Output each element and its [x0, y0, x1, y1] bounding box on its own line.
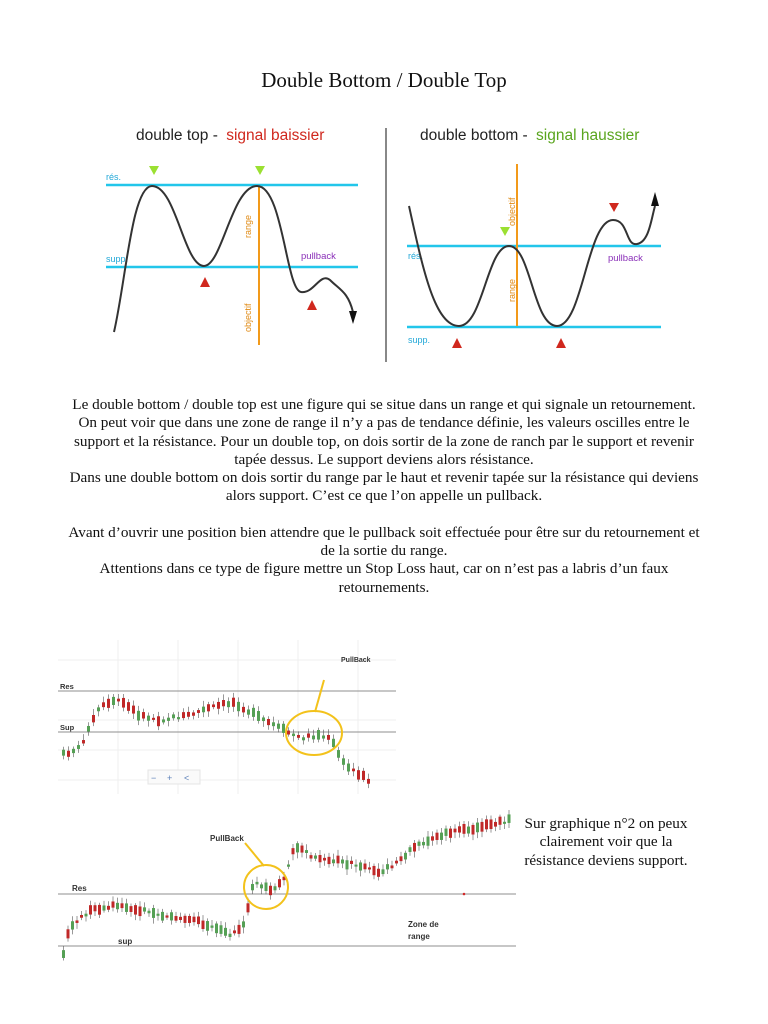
- candle: [71, 921, 74, 929]
- chart-1: [58, 640, 396, 794]
- candle: [503, 822, 506, 824]
- candle: [117, 699, 120, 702]
- candle: [269, 886, 272, 895]
- chart-2: [58, 810, 516, 967]
- candle: [277, 724, 280, 729]
- zone-label-line1: Zone de: [408, 920, 439, 929]
- candle: [472, 825, 475, 835]
- down-arrow-icon: [349, 311, 357, 324]
- candle: [247, 903, 250, 912]
- candle: [449, 829, 452, 838]
- candle: [327, 735, 330, 740]
- candle: [302, 737, 305, 740]
- sup-label: Sup: [60, 723, 75, 732]
- range-label: range: [507, 278, 517, 302]
- candle: [147, 716, 150, 721]
- diagram-signal-label: signal haussier: [536, 127, 640, 144]
- candle: [272, 722, 275, 726]
- candle: [440, 833, 443, 840]
- candle: [382, 869, 385, 874]
- candle: [346, 860, 349, 869]
- candle: [85, 914, 88, 917]
- candle: [362, 771, 365, 780]
- range-label: range: [243, 214, 253, 238]
- candle: [87, 726, 90, 732]
- zoom-in-button[interactable]: +: [167, 773, 173, 783]
- paragraph: Avant d’ouvrir une position bien attendre que le pullback soit effectuée pour être sur du retournement et de la sortie du range.: [68, 523, 700, 560]
- candle: [92, 715, 95, 722]
- candle: [193, 917, 196, 922]
- candle: [162, 719, 165, 722]
- buy-signal-icon: [556, 338, 566, 348]
- candle: [323, 858, 326, 861]
- candle: [257, 711, 260, 721]
- candle: [107, 906, 110, 910]
- candle: [94, 905, 97, 911]
- candle: [187, 712, 190, 717]
- candle: [222, 700, 225, 706]
- chart-2-note: Sur graphique n°2 on peux clairement voir que la résistance deviens support.: [524, 815, 688, 869]
- candle: [242, 921, 245, 927]
- candle: [341, 860, 344, 864]
- candle: [454, 829, 457, 833]
- candle: [98, 905, 101, 915]
- candle: [220, 925, 223, 934]
- candle: [404, 853, 407, 860]
- candle: [184, 916, 187, 923]
- top-marker-icon: [149, 166, 159, 175]
- candle: [490, 819, 493, 829]
- candle: [130, 906, 133, 912]
- candle: [107, 699, 110, 708]
- candle: [274, 886, 277, 890]
- candle: [242, 707, 245, 713]
- candle: [337, 856, 340, 864]
- candle: [359, 862, 362, 870]
- candle: [80, 915, 83, 918]
- candle: [215, 924, 218, 934]
- candle: [319, 855, 322, 862]
- candle: [332, 859, 335, 863]
- candle: [172, 714, 175, 718]
- candle: [262, 717, 265, 721]
- candle: [132, 706, 135, 714]
- candle: [292, 848, 295, 854]
- diagram-heading: double bottom -: [420, 127, 528, 144]
- bottom-marker-icon: [500, 227, 510, 236]
- candle: [72, 749, 75, 753]
- candle: [347, 764, 350, 772]
- candle: [97, 707, 100, 711]
- candle: [499, 817, 502, 825]
- candle: [197, 710, 200, 713]
- candle: [127, 702, 130, 711]
- candle: [122, 698, 125, 708]
- candle: [237, 702, 240, 711]
- candle: [233, 930, 236, 933]
- candle: [134, 905, 137, 914]
- candle: [143, 907, 146, 911]
- diagram-heading: double top -: [136, 127, 218, 144]
- candle: [508, 814, 511, 823]
- candle: [494, 822, 497, 827]
- body-text: [64, 396, 704, 597]
- candle: [305, 850, 308, 853]
- candle: [202, 707, 205, 713]
- candle: [217, 702, 220, 709]
- candle: [476, 823, 479, 833]
- candle: [256, 882, 259, 884]
- candle: [112, 901, 115, 907]
- candle: [357, 770, 360, 779]
- candle: [355, 865, 358, 867]
- candle: [112, 697, 115, 705]
- candle: [251, 884, 254, 890]
- res-label: rés.: [106, 172, 122, 182]
- candle: [260, 884, 263, 888]
- candle: [179, 917, 182, 920]
- res-label: Res: [72, 884, 87, 893]
- zone-label-line2: range: [408, 932, 430, 941]
- candle: [103, 905, 106, 910]
- candle: [332, 739, 335, 747]
- candle: [418, 842, 421, 846]
- paragraph: On peut voir que dans une zone de range il n’y a pas de tendance définie, les valeurs oscilles entre le support et la résistance. Pour un double top, on dois sortir de la zone de ranch par le support et revenir tapée dessus. Le support deviens alors résistance.: [74, 414, 694, 468]
- candle: [391, 865, 394, 868]
- candle: [287, 731, 290, 735]
- candle: [287, 865, 290, 867]
- candle: [202, 921, 205, 929]
- candle: [314, 856, 317, 859]
- candle: [157, 716, 160, 726]
- candle: [137, 711, 140, 721]
- candle: [317, 730, 320, 740]
- candle: [142, 712, 145, 718]
- candle: [224, 928, 227, 936]
- pullback-label: pullback: [301, 251, 336, 262]
- candle: [377, 869, 380, 877]
- candle: [395, 861, 398, 864]
- candle: [278, 879, 281, 887]
- candle: [458, 826, 461, 832]
- candle: [267, 719, 270, 725]
- candle: [188, 916, 191, 923]
- objectif-label: objectif: [243, 303, 253, 332]
- candle: [386, 864, 389, 869]
- candle: [167, 718, 170, 721]
- candle: [436, 833, 439, 840]
- candle: [116, 903, 119, 909]
- candle: [207, 704, 210, 711]
- candle: [182, 712, 185, 718]
- candle: [352, 769, 355, 772]
- diagram-signal-label: signal baissier: [226, 127, 325, 144]
- candle: [232, 698, 235, 707]
- candle: [467, 827, 470, 834]
- candle: [82, 740, 85, 743]
- candle: [76, 920, 79, 922]
- candle: [337, 750, 340, 758]
- candle: [400, 856, 403, 861]
- supp-label: supp.: [106, 254, 129, 264]
- candle: [152, 908, 155, 918]
- double-bottom-diagram: [403, 120, 673, 350]
- candle: [282, 724, 285, 733]
- objectif-label: objectif: [507, 197, 517, 226]
- candle: [342, 758, 345, 764]
- candle: [197, 916, 200, 924]
- candle: [265, 883, 268, 891]
- candle: [89, 905, 92, 914]
- candle: [409, 847, 412, 852]
- candle: [431, 836, 434, 840]
- candle: [292, 734, 295, 736]
- candle: [227, 701, 230, 707]
- candle: [364, 864, 367, 870]
- res-label: Res: [60, 682, 74, 691]
- candle: [192, 712, 195, 715]
- candle: [481, 822, 484, 832]
- candle: [312, 736, 315, 740]
- candle: [121, 903, 124, 908]
- sell-signal-icon: [200, 277, 210, 287]
- candle: [212, 704, 215, 707]
- candle: [125, 903, 128, 912]
- zoom-out-button[interactable]: −: [151, 773, 157, 783]
- sup-label: sup: [118, 937, 133, 946]
- supp-label: supp.: [408, 335, 431, 345]
- candle: [206, 921, 209, 931]
- candle: [157, 914, 160, 916]
- candle: [307, 733, 310, 737]
- pullback-label: PullBack: [210, 834, 244, 843]
- candle: [229, 934, 232, 937]
- paragraph: Dans une double bottom on dois sortir du range par le haut et revenir tapée sur la résistance qui deviens alors support. C’est ce que l’on appelle un pullback.: [69, 469, 699, 505]
- up-arrow-icon: [651, 192, 659, 206]
- sell-signal-icon: [307, 300, 317, 310]
- candle: [211, 925, 214, 927]
- candle: [367, 779, 370, 784]
- candle: [328, 857, 331, 864]
- diagram-divider: [385, 128, 387, 362]
- candle: [485, 819, 488, 829]
- candle: [368, 867, 371, 869]
- candle: [247, 710, 250, 715]
- share-button[interactable]: <: [184, 773, 190, 783]
- candle: [296, 843, 299, 852]
- candle: [463, 824, 466, 834]
- candle: [422, 842, 425, 845]
- candle: [413, 843, 416, 852]
- candle: [161, 912, 164, 921]
- candle: [67, 751, 70, 757]
- candle: [445, 829, 448, 836]
- pullback-label: PullBack: [341, 657, 371, 664]
- candle: [177, 717, 180, 719]
- candle: [297, 735, 300, 738]
- top-marker-icon: [255, 166, 265, 175]
- candle: [310, 855, 313, 858]
- svg-text:double top - signal baissi: [136, 127, 324, 144]
- candle: [322, 735, 325, 738]
- candle: [170, 912, 173, 920]
- candle: [166, 915, 169, 917]
- sell-marker-icon: [609, 203, 619, 212]
- candle: [62, 750, 65, 756]
- candle: [148, 911, 151, 914]
- pullback-label: pullback: [608, 253, 643, 264]
- double-top-diagram: [100, 120, 370, 345]
- candle: [102, 702, 105, 707]
- svg-text:double bottom - signal hau: [420, 127, 639, 144]
- candle: [301, 846, 304, 853]
- candle: [427, 837, 430, 846]
- buy-signal-icon: [452, 338, 462, 348]
- candle: [77, 745, 80, 749]
- candle: [373, 866, 376, 875]
- candle: [238, 925, 241, 934]
- candle: [175, 916, 178, 921]
- candle: [152, 718, 155, 720]
- res-label: rés.: [408, 251, 424, 261]
- candle: [139, 906, 142, 916]
- candle: [252, 708, 255, 717]
- document-title: Double Bottom / Double Top: [261, 68, 507, 92]
- candle: [350, 861, 353, 864]
- candle: [67, 929, 70, 938]
- paragraph: Attentions dans ce type de figure mettre un Stop Loss haut, car on n’est pas a labris d’un faux retournements.: [99, 560, 669, 596]
- candle: [62, 950, 65, 958]
- paragraph: Le double bottom / double top est une figure qui se situe dans un range et qui signale un retournement.: [72, 396, 696, 413]
- zoom-controls[interactable]: [148, 770, 200, 784]
